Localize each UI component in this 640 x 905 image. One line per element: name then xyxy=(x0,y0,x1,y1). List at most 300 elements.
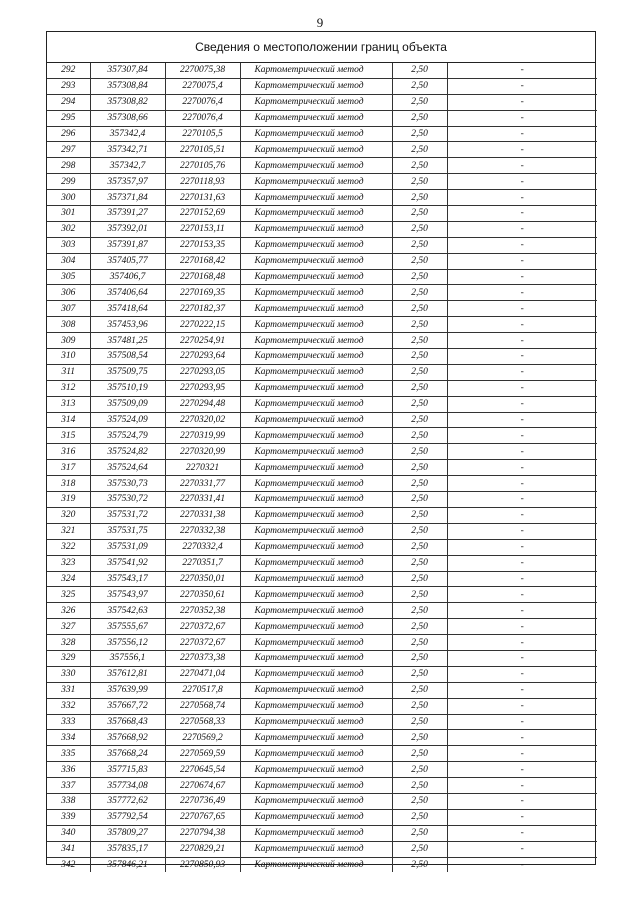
method-cell: Картометрический метод xyxy=(240,317,392,333)
table-row xyxy=(47,190,597,206)
x-coordinate-cell: 357524,64 xyxy=(90,460,165,476)
table-row xyxy=(47,412,597,428)
point-number-cell: 298 xyxy=(47,158,90,174)
accuracy-cell: 2,50 xyxy=(392,428,447,444)
method-cell: Картометрический метод xyxy=(240,349,392,365)
description-cell: - xyxy=(447,587,597,603)
method-cell: Картометрический метод xyxy=(240,476,392,492)
point-number-cell: 335 xyxy=(47,746,90,762)
y-coordinate-cell: 2270293,05 xyxy=(165,364,240,380)
point-number-cell: 320 xyxy=(47,507,90,523)
table-row xyxy=(47,841,597,857)
x-coordinate-cell: 357524,79 xyxy=(90,428,165,444)
table-row xyxy=(47,253,597,269)
x-coordinate-cell: 357792,54 xyxy=(90,809,165,825)
point-number-cell: 308 xyxy=(47,317,90,333)
table-row xyxy=(47,428,597,444)
table-row xyxy=(47,317,597,333)
point-number-cell: 297 xyxy=(47,142,90,158)
point-number-cell: 323 xyxy=(47,555,90,571)
x-coordinate-cell: 357524,09 xyxy=(90,412,165,428)
accuracy-cell: 2,50 xyxy=(392,809,447,825)
table-row xyxy=(47,63,597,78)
table-row xyxy=(47,714,597,730)
description-cell: - xyxy=(447,63,597,78)
accuracy-cell: 2,50 xyxy=(392,698,447,714)
description-cell: - xyxy=(447,333,597,349)
x-coordinate-cell: 357391,27 xyxy=(90,206,165,222)
x-coordinate-cell: 357772,62 xyxy=(90,793,165,809)
accuracy-cell: 2,50 xyxy=(392,460,447,476)
y-coordinate-cell: 2270350,01 xyxy=(165,571,240,587)
table-row xyxy=(47,396,597,412)
y-coordinate-cell: 2270372,67 xyxy=(165,619,240,635)
y-coordinate-cell: 2270331,41 xyxy=(165,492,240,508)
table-body xyxy=(47,63,597,872)
method-cell: Картометрический метод xyxy=(240,571,392,587)
y-coordinate-cell: 2270568,74 xyxy=(165,698,240,714)
accuracy-cell: 2,50 xyxy=(392,730,447,746)
x-coordinate-cell: 357453,96 xyxy=(90,317,165,333)
description-cell: - xyxy=(447,730,597,746)
accuracy-cell: 2,50 xyxy=(392,94,447,110)
point-number-cell: 304 xyxy=(47,253,90,269)
y-coordinate-cell: 2270351,7 xyxy=(165,555,240,571)
method-cell: Картометрический метод xyxy=(240,174,392,190)
y-coordinate-cell: 2270850,93 xyxy=(165,857,240,872)
point-number-cell: 313 xyxy=(47,396,90,412)
y-coordinate-cell: 2270076,4 xyxy=(165,94,240,110)
method-cell: Картометрический метод xyxy=(240,190,392,206)
y-coordinate-cell: 2270153,11 xyxy=(165,221,240,237)
x-coordinate-cell: 357307,84 xyxy=(90,63,165,78)
x-coordinate-cell: 357809,27 xyxy=(90,825,165,841)
y-coordinate-cell: 2270829,21 xyxy=(165,841,240,857)
accuracy-cell: 2,50 xyxy=(392,444,447,460)
table-row xyxy=(47,539,597,555)
y-coordinate-cell: 2270319,99 xyxy=(165,428,240,444)
accuracy-cell: 2,50 xyxy=(392,523,447,539)
x-coordinate-cell: 357556,12 xyxy=(90,635,165,651)
table-row xyxy=(47,126,597,142)
x-coordinate-cell: 357342,71 xyxy=(90,142,165,158)
y-coordinate-cell: 2270169,35 xyxy=(165,285,240,301)
x-coordinate-cell: 357543,97 xyxy=(90,587,165,603)
y-coordinate-cell: 2270568,33 xyxy=(165,714,240,730)
table-row xyxy=(47,476,597,492)
accuracy-cell: 2,50 xyxy=(392,301,447,317)
x-coordinate-cell: 357481,25 xyxy=(90,333,165,349)
point-number-cell: 326 xyxy=(47,603,90,619)
x-coordinate-cell: 357555,67 xyxy=(90,619,165,635)
description-cell: - xyxy=(447,492,597,508)
method-cell: Картометрический метод xyxy=(240,444,392,460)
table-row xyxy=(47,825,597,841)
table-title: Сведения о местоположении границ объекта xyxy=(47,32,595,63)
description-cell: - xyxy=(447,619,597,635)
description-cell: - xyxy=(447,857,597,872)
accuracy-cell: 2,50 xyxy=(392,253,447,269)
x-coordinate-cell: 357668,43 xyxy=(90,714,165,730)
point-number-cell: 310 xyxy=(47,349,90,365)
x-coordinate-cell: 357524,82 xyxy=(90,444,165,460)
method-cell: Картометрический метод xyxy=(240,730,392,746)
description-cell: - xyxy=(447,269,597,285)
point-number-cell: 328 xyxy=(47,635,90,651)
accuracy-cell: 2,50 xyxy=(392,539,447,555)
method-cell: Картометрический метод xyxy=(240,507,392,523)
table-row xyxy=(47,237,597,253)
x-coordinate-cell: 357406,64 xyxy=(90,285,165,301)
accuracy-cell: 2,50 xyxy=(392,126,447,142)
table-row xyxy=(47,809,597,825)
point-number-cell: 311 xyxy=(47,364,90,380)
method-cell: Картометрический метод xyxy=(240,793,392,809)
method-cell: Картометрический метод xyxy=(240,635,392,651)
point-number-cell: 319 xyxy=(47,492,90,508)
description-cell: - xyxy=(447,793,597,809)
description-cell: - xyxy=(447,698,597,714)
accuracy-cell: 2,50 xyxy=(392,857,447,872)
y-coordinate-cell: 2270293,95 xyxy=(165,380,240,396)
accuracy-cell: 2,50 xyxy=(392,269,447,285)
accuracy-cell: 2,50 xyxy=(392,78,447,94)
method-cell: Картометрический метод xyxy=(240,555,392,571)
method-cell: Картометрический метод xyxy=(240,460,392,476)
method-cell: Картометрический метод xyxy=(240,333,392,349)
point-number-cell: 317 xyxy=(47,460,90,476)
table-row xyxy=(47,603,597,619)
accuracy-cell: 2,50 xyxy=(392,571,447,587)
point-number-cell: 306 xyxy=(47,285,90,301)
description-cell: - xyxy=(447,221,597,237)
y-coordinate-cell: 2270168,48 xyxy=(165,269,240,285)
table-row xyxy=(47,857,597,872)
y-coordinate-cell: 2270105,76 xyxy=(165,158,240,174)
point-number-cell: 316 xyxy=(47,444,90,460)
accuracy-cell: 2,50 xyxy=(392,476,447,492)
accuracy-cell: 2,50 xyxy=(392,555,447,571)
accuracy-cell: 2,50 xyxy=(392,63,447,78)
point-number-cell: 309 xyxy=(47,333,90,349)
table-row xyxy=(47,492,597,508)
table-row xyxy=(47,285,597,301)
x-coordinate-cell: 357342,7 xyxy=(90,158,165,174)
description-cell: - xyxy=(447,635,597,651)
point-number-cell: 332 xyxy=(47,698,90,714)
point-number-cell: 312 xyxy=(47,380,90,396)
description-cell: - xyxy=(447,444,597,460)
description-cell: - xyxy=(447,253,597,269)
description-cell: - xyxy=(447,190,597,206)
accuracy-cell: 2,50 xyxy=(392,333,447,349)
y-coordinate-cell: 2270674,67 xyxy=(165,778,240,794)
accuracy-cell: 2,50 xyxy=(392,778,447,794)
point-number-cell: 337 xyxy=(47,778,90,794)
table-row xyxy=(47,110,597,126)
x-coordinate-cell: 357391,87 xyxy=(90,237,165,253)
method-cell: Картометрический метод xyxy=(240,412,392,428)
x-coordinate-cell: 357543,17 xyxy=(90,571,165,587)
x-coordinate-cell: 357392,01 xyxy=(90,221,165,237)
description-cell: - xyxy=(447,428,597,444)
description-cell: - xyxy=(447,78,597,94)
point-number-cell: 296 xyxy=(47,126,90,142)
accuracy-cell: 2,50 xyxy=(392,237,447,253)
table-row xyxy=(47,698,597,714)
table-row xyxy=(47,682,597,698)
description-cell: - xyxy=(447,809,597,825)
x-coordinate-cell: 357846,21 xyxy=(90,857,165,872)
point-number-cell: 342 xyxy=(47,857,90,872)
table-row xyxy=(47,444,597,460)
point-number-cell: 300 xyxy=(47,190,90,206)
method-cell: Картометрический метод xyxy=(240,269,392,285)
y-coordinate-cell: 2270331,77 xyxy=(165,476,240,492)
x-coordinate-cell: 357639,99 xyxy=(90,682,165,698)
boundary-table-frame xyxy=(46,31,596,870)
point-number-cell: 321 xyxy=(47,523,90,539)
description-cell: - xyxy=(447,682,597,698)
accuracy-cell: 2,50 xyxy=(392,762,447,778)
description-cell: - xyxy=(447,206,597,222)
description-cell: - xyxy=(447,778,597,794)
description-cell: - xyxy=(447,396,597,412)
y-coordinate-cell: 2270332,38 xyxy=(165,523,240,539)
method-cell: Картометрический метод xyxy=(240,825,392,841)
point-number-cell: 324 xyxy=(47,571,90,587)
x-coordinate-cell: 357835,17 xyxy=(90,841,165,857)
y-coordinate-cell: 2270736,49 xyxy=(165,793,240,809)
table-row xyxy=(47,94,597,110)
accuracy-cell: 2,50 xyxy=(392,174,447,190)
y-coordinate-cell: 2270352,38 xyxy=(165,603,240,619)
accuracy-cell: 2,50 xyxy=(392,412,447,428)
point-number-cell: 334 xyxy=(47,730,90,746)
table-row xyxy=(47,555,597,571)
point-number-cell: 336 xyxy=(47,762,90,778)
description-cell: - xyxy=(447,94,597,110)
method-cell: Картометрический метод xyxy=(240,126,392,142)
point-number-cell: 333 xyxy=(47,714,90,730)
method-cell: Картометрический метод xyxy=(240,714,392,730)
method-cell: Картометрический метод xyxy=(240,206,392,222)
y-coordinate-cell: 2270320,99 xyxy=(165,444,240,460)
accuracy-cell: 2,50 xyxy=(392,221,447,237)
table-row xyxy=(47,507,597,523)
accuracy-cell: 2,50 xyxy=(392,158,447,174)
table-row xyxy=(47,301,597,317)
accuracy-cell: 2,50 xyxy=(392,650,447,666)
x-coordinate-cell: 357308,66 xyxy=(90,110,165,126)
y-coordinate-cell: 2270075,38 xyxy=(165,63,240,78)
accuracy-cell: 2,50 xyxy=(392,746,447,762)
method-cell: Картометрический метод xyxy=(240,142,392,158)
description-cell: - xyxy=(447,110,597,126)
table-row xyxy=(47,380,597,396)
table-row xyxy=(47,460,597,476)
description-cell: - xyxy=(447,412,597,428)
description-cell: - xyxy=(447,841,597,857)
method-cell: Картометрический метод xyxy=(240,539,392,555)
method-cell: Картометрический метод xyxy=(240,364,392,380)
y-coordinate-cell: 2270222,15 xyxy=(165,317,240,333)
description-cell: - xyxy=(447,825,597,841)
description-cell: - xyxy=(447,142,597,158)
x-coordinate-cell: 357530,73 xyxy=(90,476,165,492)
description-cell: - xyxy=(447,364,597,380)
table-row xyxy=(47,587,597,603)
description-cell: - xyxy=(447,301,597,317)
accuracy-cell: 2,50 xyxy=(392,349,447,365)
x-coordinate-cell: 357556,1 xyxy=(90,650,165,666)
accuracy-cell: 2,50 xyxy=(392,682,447,698)
table-row xyxy=(47,666,597,682)
x-coordinate-cell: 357405,77 xyxy=(90,253,165,269)
method-cell: Картометрический метод xyxy=(240,778,392,794)
x-coordinate-cell: 357541,92 xyxy=(90,555,165,571)
y-coordinate-cell: 2270293,64 xyxy=(165,349,240,365)
point-number-cell: 292 xyxy=(47,63,90,78)
description-cell: - xyxy=(447,158,597,174)
point-number-cell: 341 xyxy=(47,841,90,857)
y-coordinate-cell: 2270105,5 xyxy=(165,126,240,142)
point-number-cell: 318 xyxy=(47,476,90,492)
point-number-cell: 325 xyxy=(47,587,90,603)
description-cell: - xyxy=(447,476,597,492)
description-cell: - xyxy=(447,746,597,762)
x-coordinate-cell: 357510,19 xyxy=(90,380,165,396)
point-number-cell: 314 xyxy=(47,412,90,428)
point-number-cell: 331 xyxy=(47,682,90,698)
y-coordinate-cell: 2270182,37 xyxy=(165,301,240,317)
y-coordinate-cell: 2270168,42 xyxy=(165,253,240,269)
table-row xyxy=(47,333,597,349)
x-coordinate-cell: 357357,97 xyxy=(90,174,165,190)
y-coordinate-cell: 2270767,65 xyxy=(165,809,240,825)
y-coordinate-cell: 2270294,48 xyxy=(165,396,240,412)
y-coordinate-cell: 2270153,35 xyxy=(165,237,240,253)
point-number-cell: 327 xyxy=(47,619,90,635)
point-number-cell: 322 xyxy=(47,539,90,555)
y-coordinate-cell: 2270331,38 xyxy=(165,507,240,523)
y-coordinate-cell: 2270373,38 xyxy=(165,650,240,666)
accuracy-cell: 2,50 xyxy=(392,380,447,396)
description-cell: - xyxy=(447,237,597,253)
y-coordinate-cell: 2270321 xyxy=(165,460,240,476)
method-cell: Картометрический метод xyxy=(240,63,392,78)
table-row xyxy=(47,762,597,778)
x-coordinate-cell: 357406,7 xyxy=(90,269,165,285)
accuracy-cell: 2,50 xyxy=(392,793,447,809)
table-row xyxy=(47,793,597,809)
accuracy-cell: 2,50 xyxy=(392,190,447,206)
table-row xyxy=(47,269,597,285)
method-cell: Картометрический метод xyxy=(240,619,392,635)
coordinates-table xyxy=(47,63,597,872)
x-coordinate-cell: 357668,24 xyxy=(90,746,165,762)
method-cell: Картометрический метод xyxy=(240,650,392,666)
description-cell: - xyxy=(447,349,597,365)
x-coordinate-cell: 357531,75 xyxy=(90,523,165,539)
accuracy-cell: 2,50 xyxy=(392,841,447,857)
table-row xyxy=(47,206,597,222)
method-cell: Картометрический метод xyxy=(240,523,392,539)
method-cell: Картометрический метод xyxy=(240,698,392,714)
point-number-cell: 329 xyxy=(47,650,90,666)
accuracy-cell: 2,50 xyxy=(392,396,447,412)
method-cell: Картометрический метод xyxy=(240,428,392,444)
accuracy-cell: 2,50 xyxy=(392,666,447,682)
description-cell: - xyxy=(447,507,597,523)
accuracy-cell: 2,50 xyxy=(392,142,447,158)
y-coordinate-cell: 2270320,02 xyxy=(165,412,240,428)
accuracy-cell: 2,50 xyxy=(392,317,447,333)
table-row xyxy=(47,158,597,174)
x-coordinate-cell: 357342,4 xyxy=(90,126,165,142)
y-coordinate-cell: 2270569,59 xyxy=(165,746,240,762)
method-cell: Картометрический метод xyxy=(240,237,392,253)
accuracy-cell: 2,50 xyxy=(392,714,447,730)
y-coordinate-cell: 2270118,93 xyxy=(165,174,240,190)
y-coordinate-cell: 2270152,69 xyxy=(165,206,240,222)
description-cell: - xyxy=(447,126,597,142)
description-cell: - xyxy=(447,539,597,555)
x-coordinate-cell: 357509,09 xyxy=(90,396,165,412)
point-number-cell: 307 xyxy=(47,301,90,317)
description-cell: - xyxy=(447,460,597,476)
method-cell: Картометрический метод xyxy=(240,94,392,110)
method-cell: Картометрический метод xyxy=(240,253,392,269)
y-coordinate-cell: 2270105,51 xyxy=(165,142,240,158)
method-cell: Картометрический метод xyxy=(240,380,392,396)
y-coordinate-cell: 2270076,4 xyxy=(165,110,240,126)
x-coordinate-cell: 357612,81 xyxy=(90,666,165,682)
method-cell: Картометрический метод xyxy=(240,809,392,825)
accuracy-cell: 2,50 xyxy=(392,825,447,841)
x-coordinate-cell: 357509,75 xyxy=(90,364,165,380)
table-row xyxy=(47,778,597,794)
method-cell: Картометрический метод xyxy=(240,587,392,603)
method-cell: Картометрический метод xyxy=(240,666,392,682)
description-cell: - xyxy=(447,666,597,682)
method-cell: Картометрический метод xyxy=(240,158,392,174)
x-coordinate-cell: 357734,08 xyxy=(90,778,165,794)
x-coordinate-cell: 357308,82 xyxy=(90,94,165,110)
point-number-cell: 305 xyxy=(47,269,90,285)
method-cell: Картометрический метод xyxy=(240,285,392,301)
y-coordinate-cell: 2270569,2 xyxy=(165,730,240,746)
table-row xyxy=(47,349,597,365)
description-cell: - xyxy=(447,603,597,619)
point-number-cell: 293 xyxy=(47,78,90,94)
description-cell: - xyxy=(447,174,597,190)
point-number-cell: 338 xyxy=(47,793,90,809)
method-cell: Картометрический метод xyxy=(240,301,392,317)
x-coordinate-cell: 357667,72 xyxy=(90,698,165,714)
accuracy-cell: 2,50 xyxy=(392,206,447,222)
method-cell: Картометрический метод xyxy=(240,841,392,857)
y-coordinate-cell: 2270075,4 xyxy=(165,78,240,94)
description-cell: - xyxy=(447,762,597,778)
accuracy-cell: 2,50 xyxy=(392,364,447,380)
accuracy-cell: 2,50 xyxy=(392,635,447,651)
y-coordinate-cell: 2270645,54 xyxy=(165,762,240,778)
x-coordinate-cell: 357418,64 xyxy=(90,301,165,317)
method-cell: Картометрический метод xyxy=(240,396,392,412)
table-row xyxy=(47,571,597,587)
point-number-cell: 295 xyxy=(47,110,90,126)
